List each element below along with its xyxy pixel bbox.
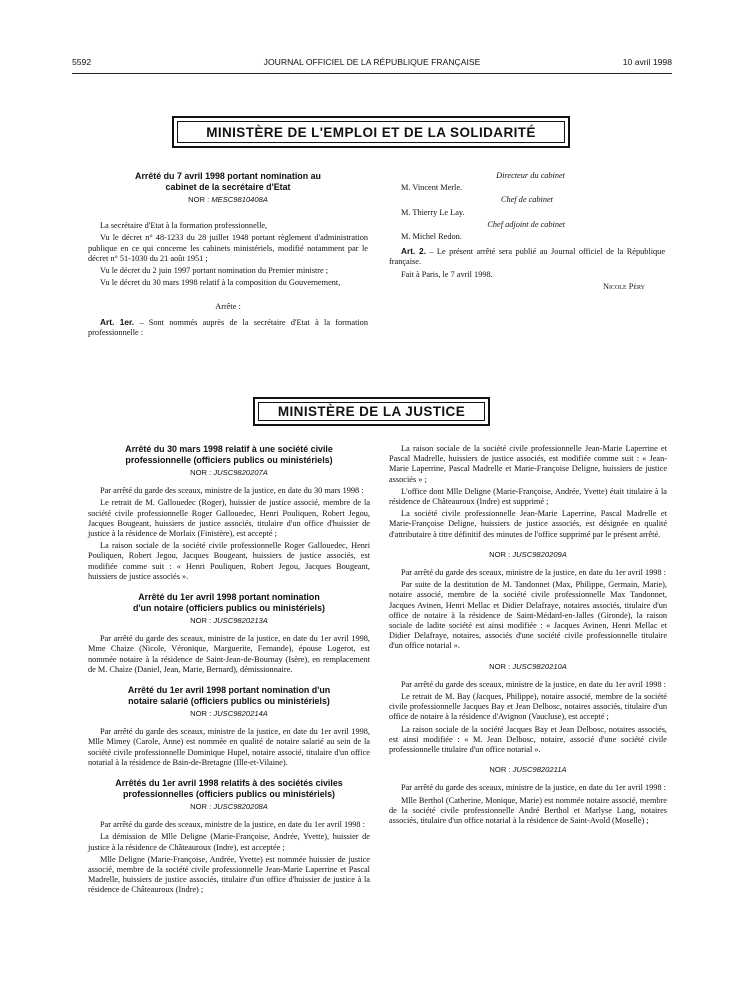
- paragraph: Par suite de la destitution de M. Tandonnet (Max, Philippe, Germain, Marie), notaire associé, membre de la société civile professionnelle Max Tandonnet, Jacques Avinen, Henri Mellac et Didier Delafraye, notaires associés, titulaire d'un office de notaire à la résidence de Saint-Médard-en-Jalles (Gironde), la raison sociale de ladite société est ainsi modifiée : « Jacques Avinen, Henri Mellac et Didier Delafraye, notaires, associés d'une société civile professionnelle titulaire d'un office notarial ».: [389, 580, 667, 651]
- nor-line: NOR : JUSC9820208A: [190, 802, 268, 812]
- name-chef: M. Thierry Le Lay.: [401, 207, 465, 217]
- ministry-title: MINISTÈRE DE L'EMPLOI ET DE LA SOLIDARITÉ: [177, 121, 565, 143]
- page-number: 5592: [72, 57, 92, 67]
- ministry-banner-justice: [253, 397, 490, 426]
- paragraph: Vu le décret n° 48-1233 du 28 juillet 1948 portant règlement d'administration publique en ce qui concerne les cabinets ministériels, modifié notamment par le décret n° 51-1030 du 21 août 1951 ;: [88, 233, 368, 263]
- signature: Nicole Péry: [602, 281, 645, 291]
- issue-date: 10 avril 1998: [622, 57, 672, 67]
- paragraph: Par arrêté du garde des sceaux, ministre de la justice, en date du 30 mars 1998 :: [100, 486, 364, 496]
- paragraph: Vu le décret du 2 juin 1997 portant nomination du Premier ministre ;: [100, 266, 329, 276]
- paragraph: La démission de Mlle Deligne (Marie-Françoise, Andrée, Yvette), huissier de justice à la résidence de Châteauroux (Indre), est acceptée ;: [88, 832, 370, 852]
- name-chef-adjoint: M. Michel Redon.: [401, 232, 462, 242]
- paragraph: La raison sociale de la société Jacques Bay et Jean Delbosc, notaires associés, est ainsi modifiée : « M. Jean Delbosc, notaire, associé d'une société civile professionnelle titulaire d'un office notarial ».: [389, 724, 667, 755]
- justice-right-column: [389, 444, 667, 828]
- arrete-title: Arrêté du 1er avril 1998 portant nomination d'un notaire (officiers publics ou ministériels): [133, 592, 325, 613]
- nor-line: NOR : JUSC9820211A: [489, 765, 567, 775]
- arrete-emploi-left: [88, 171, 368, 340]
- nor-line: NOR : JUSC9820214A: [190, 709, 268, 719]
- arrete-title: Arrêtés du 1er avril 1998 relatifs à des sociétés civiles professionnelles (officiers publics ou ministériels): [115, 778, 343, 799]
- nor-line: NOR : JUSC9820210A: [489, 661, 567, 671]
- role-directeur: Directeur du cabinet: [496, 171, 565, 180]
- nor-line: NOR : JUSC9820207A: [190, 468, 268, 477]
- ministry-banner-emploi: [172, 116, 570, 148]
- arrete-label: Arrête :: [215, 302, 241, 312]
- nor-line: NOR : JUSC9820209A: [489, 549, 567, 559]
- paragraph: Par arrêté du garde des sceaux, ministre de la justice, en date du 1er avril 1998 :: [401, 679, 666, 689]
- role-chef-adjoint: Chef adjoint de cabinet: [487, 219, 565, 229]
- ministry-title: MINISTÈRE DE LA JUSTICE: [258, 402, 485, 421]
- paragraph: Par arrêté du garde des sceaux, ministre de la justice, en date du 1er avril 1998, Mlle Mimey (Carole, Anne) est nommée en qualité de notaire salarié au sein de la société civile professionnelle Dominique Hupel, notaire associé, titulaire d'un office notarial à la résidence de Bain-de-Bretagne (Ille-et-Vilaine).: [88, 727, 370, 767]
- paragraph: Par arrêté du garde des sceaux, ministre de la justice, en date du 1er avril 1998 :: [100, 820, 365, 830]
- article-1: Art. 1er. – Sont nommés auprès de la secrétaire d'Etat à la formation professionnelle :: [88, 316, 368, 337]
- name-directeur: M. Vincent Merle.: [401, 183, 463, 193]
- arrete-title: Arrêté du 7 avril 1998 portant nomination au cabinet de la secrétaire d'Etat: [135, 171, 321, 192]
- paragraph: La raison sociale de la société civile professionnelle Jean-Marie Laperrine et Pascal Madrelle, huissiers de justice associés, est modifiée comme suit : « Jean-Marie Laperrine, Pascal Madrelle et Marie-Françoise Deligne, huissiers de justice associés » ;: [389, 444, 667, 484]
- paragraph: Par arrêté du garde des sceaux, ministre de la justice, en date du 1er avril 1998, Mme Chaize (Nicole, Véronique, Marguerite, Fernande), épouse Logerot, est nommée notaire à la résidence de Saint-Jean-de-Bournay (Isère), en remplacement de M. Chaize (Daniel, Jean, Marie, Bernard), démissionnaire.: [88, 634, 370, 674]
- arrete-title: Arrêté du 1er avril 1998 portant nomination d'un notaire salarié (officiers publics ou ministériels): [127, 685, 331, 706]
- header-rule: [72, 73, 672, 74]
- paragraph: Vu le décret du 30 mars 1998 relatif à la composition du Gouvernement,: [100, 278, 341, 288]
- paragraph: La société civile professionnelle Jean-Marie Laperrine, Pascal Madrelle et Marie-Françoise Deligne, huissiers de justice associés, est désignée en qualité d'attributaire à titre définitif des minutes de l'office supprimé par le présent arrêté.: [389, 509, 667, 539]
- article-2: Art. 2. – Le présent arrêté sera publié au Journal officiel de la République française.: [389, 246, 665, 267]
- paragraph: Par arrêté du garde des sceaux, ministre de la justice, en date du 1er avril 1998 :: [401, 568, 666, 578]
- paragraph: L'office dont Mlle Deligne (Marie-Françoise, Andrée, Yvette) était titulaire à la résidence de Châteauroux (Indre) est supprimé ;: [389, 486, 667, 507]
- nor-line: NOR : JUSC9820213A: [190, 616, 268, 626]
- arrete-emploi-right: [389, 171, 665, 294]
- page-header: [72, 57, 672, 71]
- paragraph: Le retrait de M. Gallouedec (Roger), huissier de justice associé, membre de la société civile professionnelle Roger Gallouedec, Henri Pouliquen, Robert Jegou, Jacques Bougeant, huissiers de justice associés, titulaire d'un office d'huissier de justice à la résidence de Morlaix (Finistère), est accepté ;: [88, 498, 370, 539]
- justice-left-column: [88, 444, 370, 898]
- paragraph: Le retrait de M. Bay (Jacques, Philippe), notaire associé, membre de la société civile professionnelle Jacques Bay et Jean Delbosc, notaires associés, titulaire d'un office de notaire à la résidence d'Avignon (Vaucluse), est accepté ;: [389, 692, 667, 722]
- paragraph: La raison sociale de la société civile professionnelle Roger Gallouedec, Henri Pouliquen, Robert Jegou, Jacques Bougeant, huissiers de justice associés, est modifiée comme suit : « Henri Pouliquen, Robert Jegou, Jacques Bougeant, huissiers de justice associés ».: [88, 541, 370, 581]
- arrete-title: Arrêté du 30 mars 1998 relatif à une société civile professionnelle (officiers publics ou ministériels): [125, 444, 333, 465]
- nor-line: NOR : MESC9810408A: [188, 195, 268, 204]
- paragraph: Mlle Deligne (Marie-Françoise, Andrée, Yvette) est nommée huissier de justice associé, membre de la société civile professionnelle Jean-Marie Laperrine et Pascal Madrelle, huissiers de justice associés, titulaire d'un office d'huissier de justice à la résidence de Châteauroux (Indre) ;: [88, 854, 370, 895]
- paragraph: La secrétaire d'Etat à la formation professionnelle,: [100, 221, 268, 231]
- fait-a: Fait à Paris, le 7 avril 1998.: [401, 269, 493, 279]
- paragraph: Mlle Berthol (Catherine, Monique, Marie) est nommée notaire associé, membre de la société civile professionnelle André Berthol et Marlyse Lang, notaires associés, titulaire d'un office notarial à la résidence de Saint-Avold (Moselle) ;: [389, 795, 667, 826]
- role-chef: Chef de cabinet: [500, 195, 553, 205]
- paragraph: Par arrêté du garde des sceaux, ministre de la justice, en date du 1er avril 1998 :: [401, 783, 666, 793]
- journal-title: JOURNAL OFFICIEL DE LA RÉPUBLIQUE FRANÇAISE: [263, 57, 481, 67]
